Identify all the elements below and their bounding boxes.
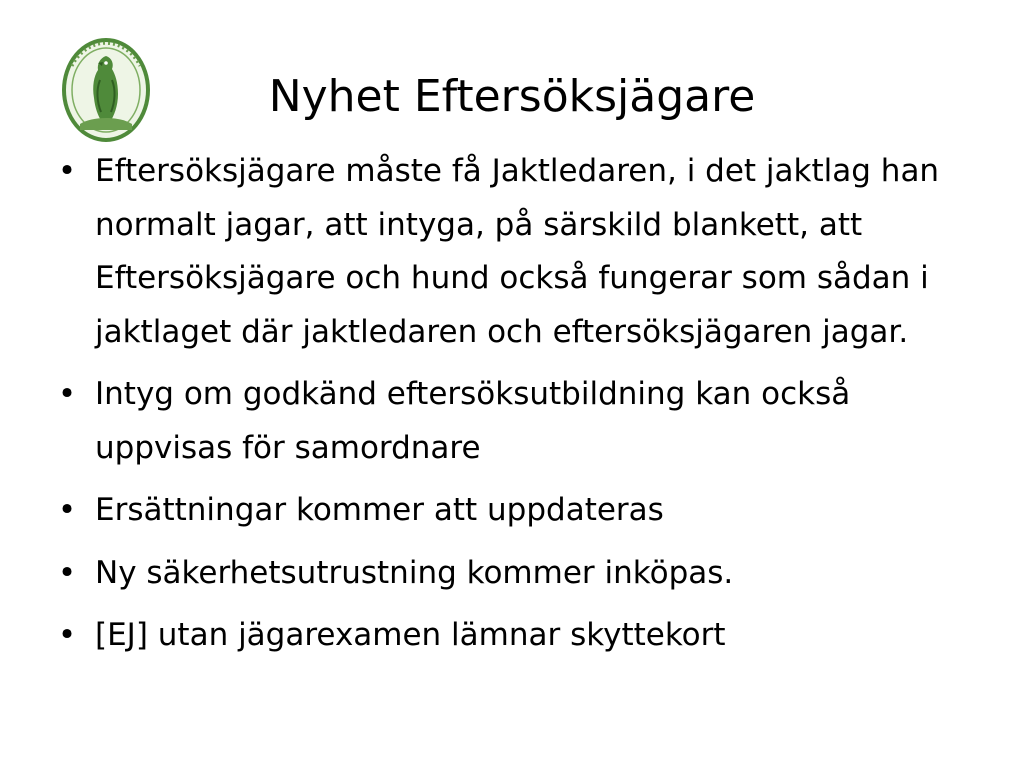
bullet-item bbox=[57, 609, 995, 663]
bullet-marker: • bbox=[57, 492, 77, 528]
bullet-text: Ny säkerhetsutrustning kommer inköpas. bbox=[95, 554, 734, 591]
bullet-marker: • bbox=[57, 376, 77, 412]
bullet-item bbox=[57, 145, 995, 359]
bullet-text: [EJ] utan jägarexamen lämnar skyttekort bbox=[95, 617, 726, 653]
bullet-item bbox=[57, 368, 995, 475]
bullet-marker: • bbox=[57, 153, 77, 189]
bullet-text: Intyg om godkänd eftersöksutbildning kan också uppvisas för samordnare bbox=[95, 376, 851, 466]
bullet-marker: • bbox=[57, 617, 77, 653]
slide-title: Nyhet Eftersöksjägare bbox=[268, 71, 756, 122]
bullet-item bbox=[57, 484, 995, 538]
bullet-item bbox=[57, 547, 995, 601]
bullet-marker: • bbox=[57, 554, 77, 591]
bullet-text: Eftersöksjägare måste få Jaktledaren, i det jaktlag han normalt jagar, att intyga, på särskild blankett, att Eftersöksjägare och hund också fungerar som sådan i jaktlaget där jaktledaren och eftersöksjägaren jagar. bbox=[95, 153, 940, 350]
bullet-text: Ersättningar kommer att uppdateras bbox=[95, 492, 664, 528]
bullet-list bbox=[57, 145, 995, 672]
